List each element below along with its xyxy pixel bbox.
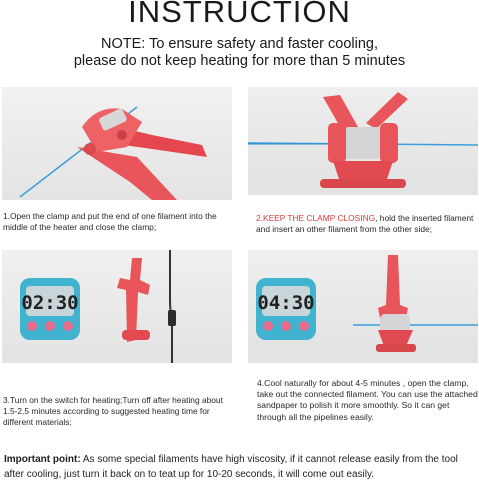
important-text: As some special filaments have high viscosity, if it cannot release easily from the tool after cooling, just turn it back on to teat up for 10-20 seconds, it will come out easily. [4, 454, 458, 480]
page-title: INSTRUCTION [128, 0, 351, 29]
important-point [4, 452, 479, 482]
safety-note [0, 36, 479, 70]
step-3-image [2, 250, 232, 363]
step-1-caption: 1.Open the clamp and put the end of one filament into the middle of the heater and close the clamp; [3, 211, 217, 232]
note-line-2: please do not keep heating for more than 5 minutes [73, 53, 406, 69]
note-line-1: NOTE: To ensure safety and faster cooling, [101, 36, 378, 52]
step-1-image [2, 87, 232, 200]
important-label: Important point: [4, 454, 81, 465]
timer-display-2: 04:30 [257, 292, 315, 314]
step-4-caption: 4.Cool naturally for about 4-5 minutes , open the clamp, take out the connected filament. You can use the attached sandpaper to polish it more smoothly. So it can get through all the pipelines easily. [257, 378, 478, 422]
timer-display-1: 02:30 [21, 292, 79, 314]
step-2-caption [256, 213, 478, 235]
step-4-image [248, 250, 478, 363]
step-2-text: , hold the inserted filament and insert an other filament from the other side; [256, 213, 474, 234]
step-2-highlight: 2.KEEP THE CLAMP CLOSING [256, 213, 376, 223]
step-2-image [248, 87, 478, 195]
step-3-caption: 3.Turn on the switch for heating;Turn off after heating about 1.5-2.5 minutes according to suggested heating time for different materials; [3, 395, 223, 427]
